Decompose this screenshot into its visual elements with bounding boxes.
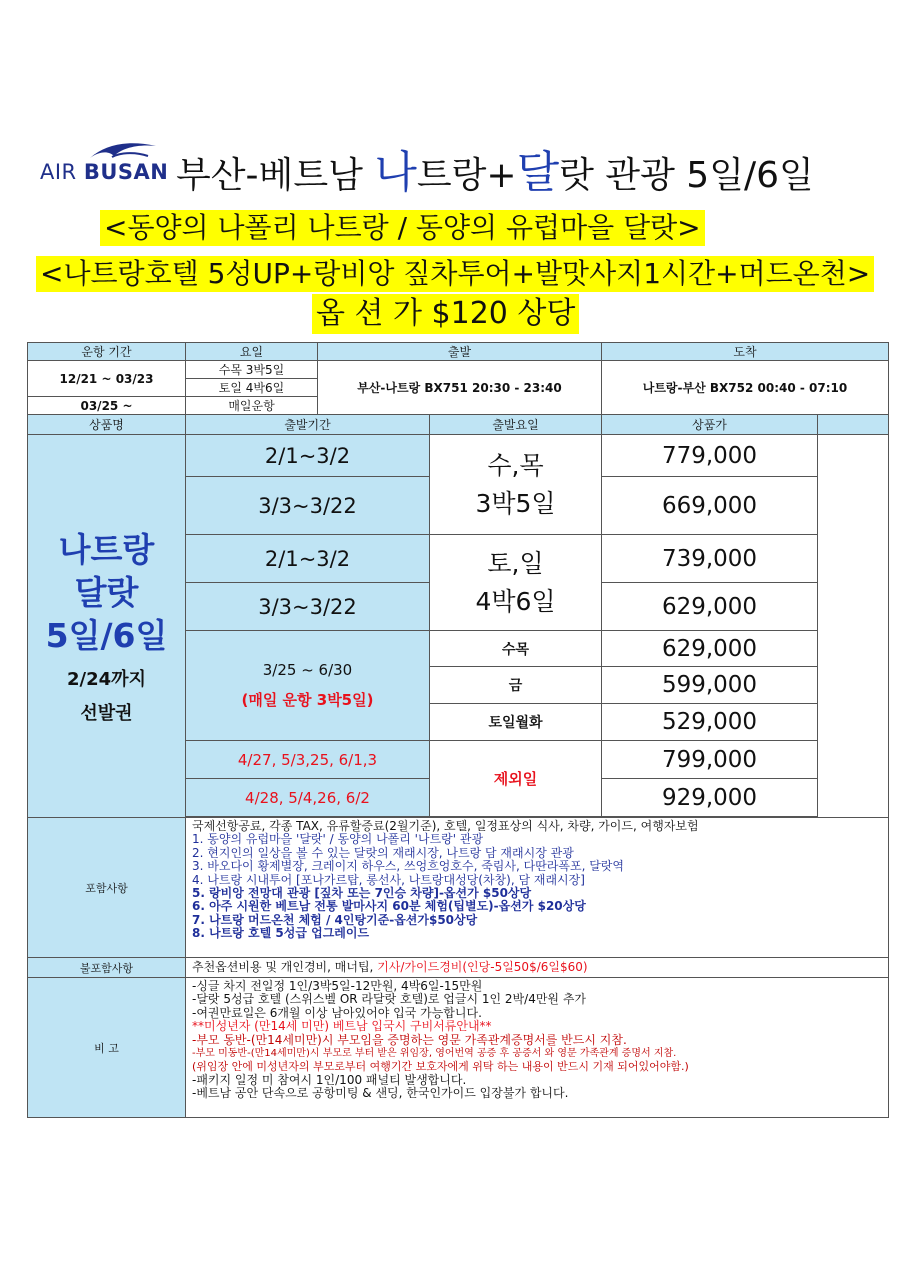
includes-line: 5. 랑비앙 전망대 관광 [짚차 또는 7인승 차량]-옵션가 $50상당 xyxy=(192,886,532,901)
remarks-line: -패키지 일정 미 참여시 1인/100 패널티 발생합니다. xyxy=(192,1072,467,1087)
excluded-days-label: 제외일 xyxy=(430,741,602,817)
remarks-line: -여권만료일은 6개월 이상 남아있어야 입국 가능합니다. xyxy=(192,1005,482,1020)
header-empty xyxy=(818,415,889,435)
remarks-line: -베트남 공안 단속으로 공항미팅 & 샌딩, 한국인가이드 입장불가 합니다. xyxy=(192,1086,569,1101)
header-period: 운항 기간 xyxy=(28,343,186,361)
day-c1: 수목 xyxy=(430,631,602,667)
dates-d1: 4/27, 5/3,25, 6/1,3 xyxy=(186,741,430,779)
flight-day-2: 토일 4박6일 xyxy=(186,379,318,397)
logo-text: AIR BUSAN xyxy=(40,160,169,184)
tour-table xyxy=(27,342,889,1118)
period-b2: 3/3~3/22 xyxy=(186,583,430,631)
page-header xyxy=(0,130,905,198)
header-day: 요일 xyxy=(186,343,318,361)
price-c3: 529,000 xyxy=(602,704,818,741)
dates-d2: 4/28, 5/4,26, 6/2 xyxy=(186,779,430,817)
excludes-guide-fee: 기사/가이드경비(인당-5일50$/6일$60) xyxy=(377,959,588,974)
days-a xyxy=(430,435,602,535)
header-departure: 출발 xyxy=(318,343,602,361)
remarks-line: -부모 동반-(만14세미만)시 부모임을 증명하는 영문 가족관계증명서를 반드시 지참. xyxy=(192,1032,627,1047)
period-c-range: 3/25 ~ 6/30 xyxy=(262,661,353,679)
price-d1: 799,000 xyxy=(602,741,818,779)
product-name-line-3: 5일/6일 xyxy=(45,615,168,655)
price-d2: 929,000 xyxy=(602,779,818,817)
header-price: 상품가 xyxy=(602,415,818,435)
includes-line: 3. 바오다이 황제별장, 크레이지 하우스, 쓰엉흐엉호수, 죽림사, 다딴라폭포, 달랏역 xyxy=(192,859,624,874)
period-a1: 2/1~3/2 xyxy=(186,435,430,477)
remarks-line: -싱글 차지 전일정 1인/3박5일-12만원, 4박6일-15만원 xyxy=(192,979,483,993)
period-a2: 3/3~3/22 xyxy=(186,477,430,535)
includes-line: 2. 현지인의 일상을 볼 수 있는 달랏의 재래시장, 나트랑 담 재래시장 관광 xyxy=(192,845,574,860)
price-a2: 669,000 xyxy=(602,477,818,535)
price-side-empty xyxy=(818,435,889,818)
remarks-line: -부모 미동반-(만14세미만)시 부모로 부터 받은 위임장, 영어번역 공증 후 공증서 와 영문 가족관계 증명서 지참. xyxy=(192,1048,677,1060)
includes-content xyxy=(186,818,889,958)
remarks-line: **미성년자 (만14세 미만) 베트남 입국시 구비서류안내** xyxy=(192,1019,492,1034)
includes-line: 6. 아주 시원한 베트남 전통 발마사지 60분 체험(팁별도)-옵션가 $20상당 xyxy=(192,899,586,914)
price-c1: 629,000 xyxy=(602,631,818,667)
header-departure-period: 출발기간 xyxy=(186,415,430,435)
flight-departure: 부산-나트랑 BX751 20:30 - 23:40 xyxy=(318,361,602,415)
remarks-line: (위임장 안에 미성년자의 부모로부터 여행기간 보호자에게 위탁 하는 내용이 반드시 기재 되어있어야함.) xyxy=(192,1060,689,1074)
days-b xyxy=(430,535,602,631)
excludes-label: 불포함사항 xyxy=(28,958,186,978)
price-b1: 739,000 xyxy=(602,535,818,583)
product-name-line-2: 달랏 xyxy=(74,572,139,612)
header-product-name: 상품명 xyxy=(28,415,186,435)
period-b1: 2/1~3/2 xyxy=(186,535,430,583)
day-c2: 금 xyxy=(430,667,602,704)
days-b-label: 토,일 xyxy=(487,548,544,578)
subtitle-line-2: <나트랑호텔 5성UP+랑비앙 짚차투어+발맛사지1시간+머드온천> xyxy=(36,256,874,292)
price-a1: 779,000 xyxy=(602,435,818,477)
flight-period-1: 12/21 ~ 03/23 xyxy=(28,361,186,397)
includes-line: 4. 나트랑 시내투어 [포나가르탑, 롱선사, 나트랑대성당(차창), 담 재래시장] xyxy=(192,872,585,887)
nights-b-label: 4박6일 xyxy=(475,586,556,616)
remarks-content xyxy=(186,978,889,1118)
remarks-line: -달랏 5성급 호텔 (스위스벨 OR 라달랏 호텔)로 업글시 1인 2박/4만원 추가 xyxy=(192,992,587,1007)
subtitle-line-1: <동양의 나폴리 나트랑 / 동양의 유럽마을 달랏> xyxy=(100,210,705,246)
flight-period-2: 03/25 ~ xyxy=(28,397,186,415)
air-busan-logo xyxy=(40,140,169,186)
remarks-label: 비 고 xyxy=(28,978,186,1118)
period-c-note: (매일 운항 3박5일) xyxy=(241,691,374,709)
includes-label: 포함사항 xyxy=(28,818,186,958)
excludes-content xyxy=(186,958,889,978)
includes-line: 국제선항공료, 각종 TAX, 유류할증료(2월기준), 호텔, 일정표상의 식사, 차량, 가이드, 여행자보험 xyxy=(192,819,699,833)
header-arrival: 도착 xyxy=(602,343,889,361)
day-c3: 토일월화 xyxy=(430,704,602,741)
price-c2: 599,000 xyxy=(602,667,818,704)
deadline-text: 2/24까지 xyxy=(67,668,146,690)
includes-line: 7. 나트랑 머드온천 체험 / 4인탕기준-옵션가$50상당 xyxy=(192,912,478,927)
days-a-label: 수,목 xyxy=(487,450,544,480)
price-b2: 629,000 xyxy=(602,583,818,631)
product-cell xyxy=(28,435,186,818)
flight-day-3: 매일운항 xyxy=(186,397,318,415)
includes-line: 1. 동양의 유럽마을 '달랏' / 동양의 나폴리 '나트랑' 관광 xyxy=(192,832,484,847)
excludes-text: 추천옵션비용 및 개인경비, 매너팁, xyxy=(192,959,378,974)
flight-arrival: 나트랑-부산 BX752 00:40 - 07:10 xyxy=(602,361,889,415)
header-departure-day: 출발요일 xyxy=(430,415,602,435)
early-ticket-text: 선발권 xyxy=(80,702,133,724)
period-c xyxy=(186,631,430,741)
includes-line: 8. 나트랑 호텔 5성급 업그레이드 xyxy=(192,926,370,941)
bird-icon xyxy=(88,140,158,162)
product-name-line-1: 나트랑 xyxy=(58,529,155,569)
nights-a-label: 3박5일 xyxy=(475,488,556,518)
flight-day-1: 수목 3박5일 xyxy=(186,361,318,379)
option-price-banner: 옵 션 가 $120 상당 xyxy=(312,294,579,334)
page-title: 부산-베트남 나트랑+달랏 관광 5일/6일 xyxy=(176,147,814,198)
